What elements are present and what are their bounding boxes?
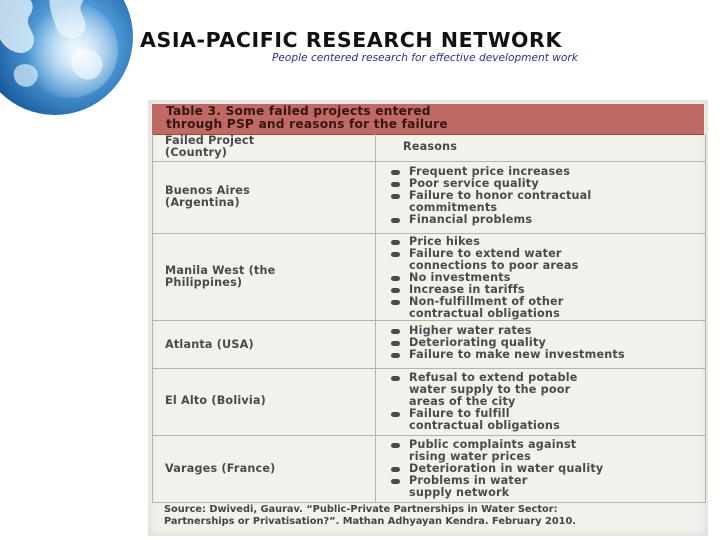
bullet-icon <box>391 353 400 358</box>
reason-item: Frequent price increases <box>387 166 703 178</box>
organization-title: ASIA-PACIFIC RESEARCH NETWORK <box>140 28 562 52</box>
project-cell <box>165 265 365 289</box>
globe-icon <box>0 0 150 120</box>
bullet-icon <box>391 182 400 187</box>
reason-item: No investments <box>387 272 703 284</box>
reasons-list <box>387 166 703 226</box>
table-row <box>153 435 705 502</box>
reason-item: Price hikes <box>387 236 703 248</box>
reason-item: Refusal to extend potable water supply to the poor areas of the city <box>387 372 703 408</box>
table-header-row <box>153 134 705 162</box>
table-scan <box>148 100 708 536</box>
source-citation <box>164 504 704 528</box>
table-row <box>153 233 705 321</box>
bullet-icon <box>391 376 400 381</box>
reasons-list <box>387 439 703 499</box>
bullet-icon <box>391 218 400 223</box>
reason-item: Financial problems <box>387 214 703 226</box>
bullet-icon <box>391 170 400 175</box>
reason-item: Failure to make new investments <box>387 349 703 361</box>
table-row <box>153 161 705 234</box>
bullet-icon <box>391 194 400 199</box>
reason-item: Problems in water supply network <box>387 475 703 499</box>
bullet-icon <box>391 276 400 281</box>
project-name: El Alto (Bolivia) <box>165 394 266 407</box>
project-name: Buenos Aires <box>165 184 250 197</box>
reason-item: Increase in tariffs <box>387 284 703 296</box>
reason-item: Failure to extend water connections to poor areas <box>387 248 703 272</box>
bullet-icon <box>391 443 400 448</box>
reasons-list <box>387 325 703 361</box>
table-caption-line: through PSP and reasons for the failure <box>166 117 448 131</box>
project-cell <box>165 185 365 209</box>
reason-item: Failure to fulfill contractual obligations <box>387 408 703 432</box>
failed-projects-table <box>152 134 706 503</box>
source-line: Partnerships or Privatisation?”. Mathan Adhyayan Kendra. February 2010. <box>164 516 577 527</box>
project-country: (Argentina) <box>165 196 240 209</box>
reasons-list <box>387 236 703 320</box>
header-project-line: (Country) <box>165 146 228 159</box>
bullet-icon <box>391 341 400 346</box>
source-line: Source: Dwivedi, Gaurav. “Public-Private Partnerships in Water Sector: <box>164 504 558 515</box>
header-project-line: Failed Project <box>165 134 255 147</box>
project-name: Manila West (the <box>165 264 276 277</box>
project-country: Philippines) <box>165 276 243 289</box>
reason-item: Higher water rates <box>387 325 703 337</box>
bullet-icon <box>391 412 400 417</box>
table-row <box>153 368 705 436</box>
reason-item: Poor service quality <box>387 178 703 190</box>
organization-tagline: People centered research for effective development work <box>272 52 578 64</box>
bullet-icon <box>391 240 400 245</box>
bullet-icon <box>391 252 400 257</box>
reason-item: Non-fulfillment of other contractual obligations <box>387 296 703 320</box>
project-name: Varages (France) <box>165 462 276 475</box>
header-cell-project <box>165 135 365 159</box>
bullet-icon <box>391 467 400 472</box>
project-cell <box>165 395 365 407</box>
header-cell-reasons: Reasons <box>403 140 458 153</box>
table-caption-line: Table 3. Some failed projects entered <box>166 104 431 118</box>
reasons-list <box>387 372 703 432</box>
reason-item: Deteriorating quality <box>387 337 703 349</box>
project-name: Atlanta (USA) <box>165 338 254 351</box>
project-cell <box>165 463 365 475</box>
bullet-icon <box>391 300 400 305</box>
project-cell <box>165 339 365 351</box>
bullet-icon <box>391 479 400 484</box>
globe-logo <box>0 0 150 120</box>
table-caption-band <box>152 104 704 135</box>
bullet-icon <box>391 288 400 293</box>
table-caption <box>166 105 686 131</box>
table-row <box>153 320 705 369</box>
reason-item: Failure to honor contractual commitments <box>387 190 703 214</box>
reason-item: Deterioration in water quality <box>387 463 703 475</box>
bullet-icon <box>391 329 400 334</box>
reason-item: Public complaints against rising water prices <box>387 439 703 463</box>
